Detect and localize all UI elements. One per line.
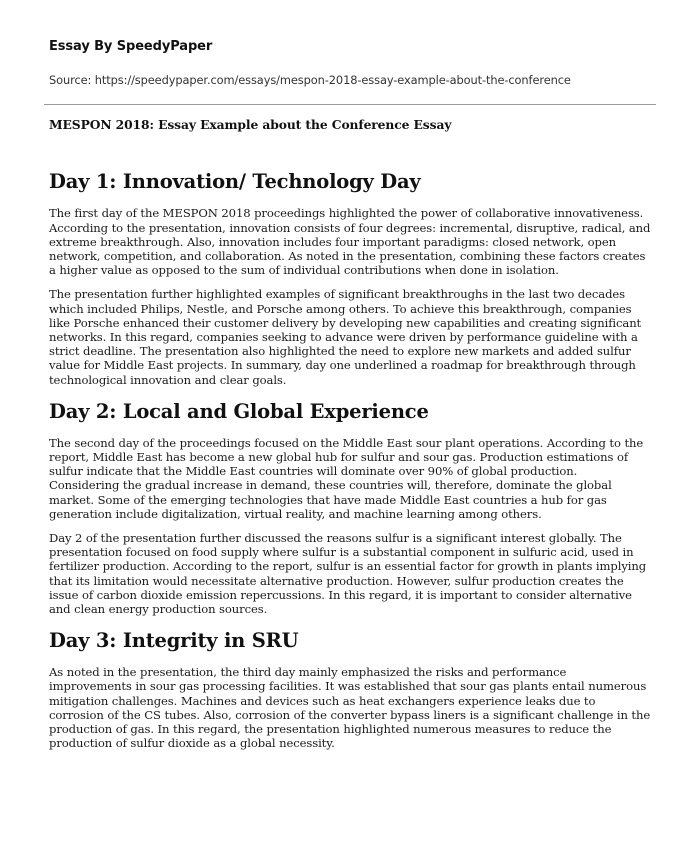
brand-title: Essay By SpeedyPaper: [49, 39, 213, 54]
paragraph: The presentation further highlighted examples of significant breakthroughs in the last two decades which included Philips, Nestle, and Porsche among others. To achieve this breakthrough, companies like Porsche enhanced their customer delivery by developing new capabilities and creating significant networks. In this regard, companies seeking to advance were driven by performance guideline with a strict deadline. The presentation also highlighted the need to explore new markets and added sulfur value for Middle East projects. In summary, day one underlined a roadmap for breakthrough through technological innovation and clear goals.: [49, 287, 642, 387]
section-day-3: [49, 629, 651, 750]
section-day-1: [49, 170, 651, 386]
paragraph: As noted in the presentation, the third day mainly emphasized the risks and performance improvements in sour gas processing facilities. It was established that sour gas plants entail numerous mitigation challenges. Machines and devices such as heat exchangers experience leaks due to corrosion of the CS tubes. Also, corrosion of the converter bypass liners is a significant challenge in the production of gas. In this regard, the presentation highlighted numerous measures to reduce the production of sulfur dioxide as a global necessity.: [49, 665, 651, 751]
document-title: MESPON 2018: Essay Example about the Conference Essay: [49, 117, 452, 133]
paragraph: The first day of the MESPON 2018 proceedings highlighted the power of collaborative innovativeness. According to the presentation, innovation consists of four degrees: incremental, disruptive, radical, and extreme breakthrough. Also, innovation includes four important paradigms: closed network, open network, competition, and collaboration. As noted in the presentation, combining these factors creates a higher value as opposed to the sum of individual contributions when done in isolation.: [49, 206, 651, 278]
section-heading: Day 1: Innovation/ Technology Day: [49, 170, 421, 194]
paragraph: Day 2 of the presentation further discussed the reasons sulfur is a significant interest globally. The presentation focused on food supply where sulfur is a substantial component in sulfuric acid, used in fertilizer production. According to the report, sulfur is an essential factor for growth in plants implying that its limitation would necessitate alternative production. However, sulfur production creates the issue of carbon dioxide emission repercussions. In this regard, it is important to consider alternative and clean energy production sources.: [49, 531, 647, 617]
section-heading: Day 3: Integrity in SRU: [49, 629, 299, 653]
source-line: Source: https://speedypaper.com/essays/mespon-2018-essay-example-about-the-conference: [49, 73, 571, 88]
paragraph: The second day of the proceedings focused on the Middle East sour plant operations. According to the report, Middle East has become a new global hub for sulfur and sour gas. Production estimations of sulfur indicate that the Middle East countries will dominate over 90% of global production. Considering the gradual increase in demand, these countries will, therefore, dominate the global market. Some of the emerging technologies that have made Middle East countries a hub for gas generation include digitalization, virtual reality, and machine learning among others.: [49, 435, 644, 521]
section-heading: Day 2: Local and Global Experience: [49, 399, 429, 423]
document-header: [49, 40, 651, 87]
header-divider: [44, 104, 656, 105]
section-day-2: [49, 400, 651, 616]
